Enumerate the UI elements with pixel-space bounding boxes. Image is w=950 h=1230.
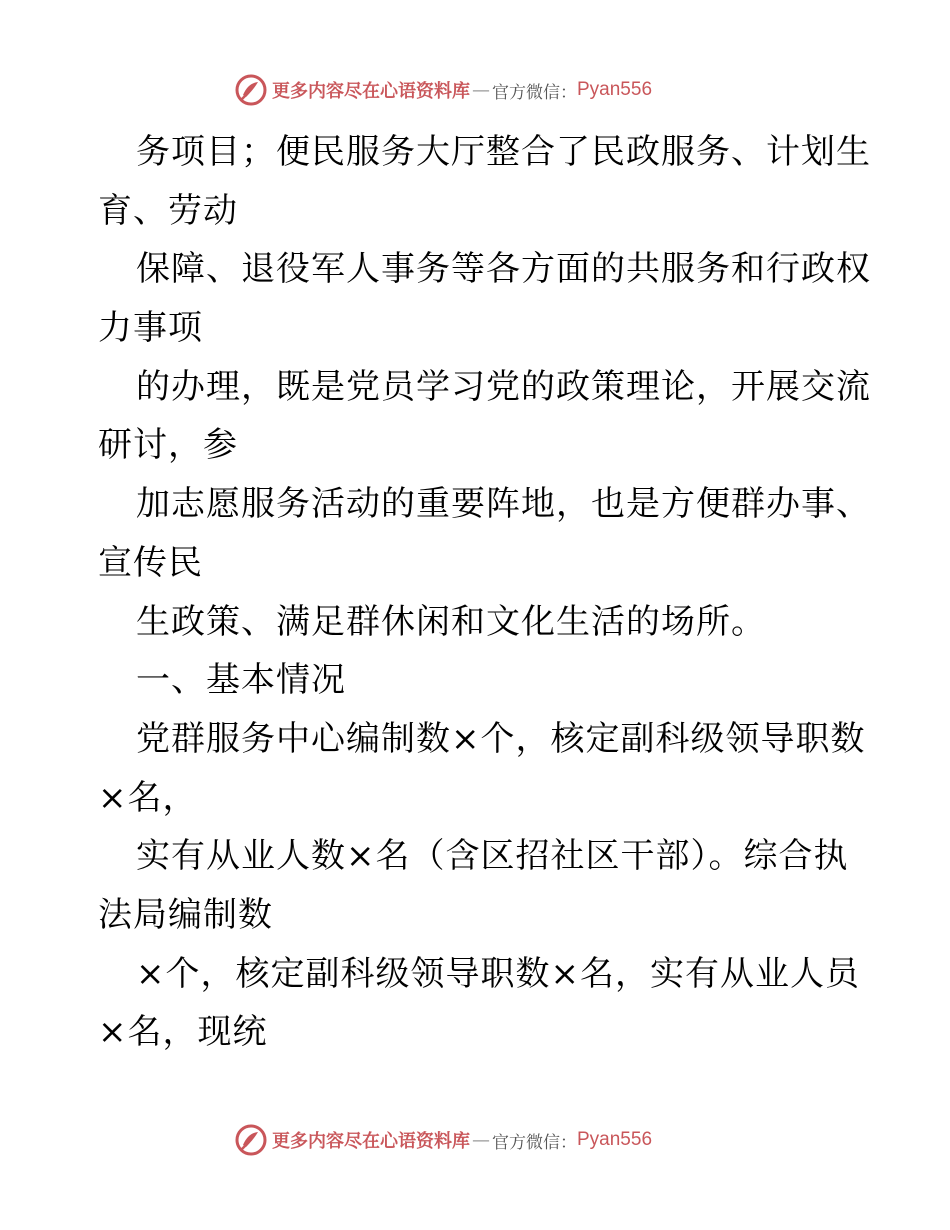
text-line: 研讨，参 — [98, 425, 238, 466]
watermark-brand: 更多内容尽在心语资料库 — [272, 1131, 470, 1152]
text-line: 党群服务中心编制数×个，核定副科级领导职数 — [136, 718, 866, 759]
text-line: 力事项 — [98, 308, 203, 349]
text-line: 宣传民 — [98, 542, 203, 583]
text-line: 加志愿服务活动的重要阵地，也是方便群办事、 — [136, 484, 871, 525]
text-line: ×个，核定副科级领导职数×名，实有从业人员 — [136, 953, 860, 994]
text-line: 保障、退役军人事务等各方面的共服务和行政权 — [136, 249, 871, 290]
header-watermark — [234, 73, 652, 107]
text-line: 的办理，既是党员学习党的政策理论，开展交流 — [136, 366, 871, 407]
document-body — [98, 123, 871, 1062]
text-line: 生政策、满足群休闲和文化生活的场所。 — [136, 601, 766, 642]
section-heading: 一、基本情况 — [136, 660, 346, 701]
footer-watermark — [234, 1123, 652, 1157]
text-line: ×名，现统 — [98, 1012, 268, 1053]
watermark-id: Pyan556 — [577, 1129, 653, 1150]
watermark-official-label: 官方微信： — [492, 82, 577, 103]
text-line: 务项目；便民服务大厅整合了民政服务、计划生 — [136, 132, 871, 172]
watermark-dash: — — [472, 79, 490, 101]
watermark-official-label: 官方微信： — [492, 1132, 577, 1153]
seal-logo-icon — [234, 1123, 268, 1157]
text-line: 育、劳动 — [98, 190, 238, 231]
watermark-brand: 更多内容尽在心语资料库 — [272, 81, 470, 102]
seal-logo-icon — [234, 73, 268, 107]
watermark-id: Pyan556 — [577, 79, 653, 100]
text-line: ×名， — [98, 777, 198, 818]
text-line: 法局编制数 — [98, 894, 273, 935]
watermark-dash: — — [472, 1129, 490, 1151]
text-line: 实有从业人数×名（含区招社区干部）。综合执 — [136, 836, 849, 877]
